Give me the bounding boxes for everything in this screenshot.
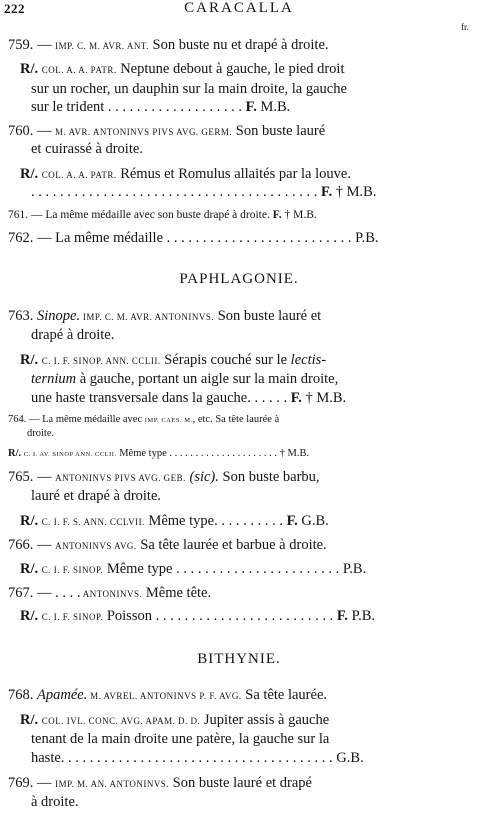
city-name: Sinope. xyxy=(37,308,81,324)
entry-number: 769. — xyxy=(8,775,56,791)
reverse-description: Jupiter assis à gauche xyxy=(200,712,330,728)
reverse-description: Même type. . . . . . . . . . xyxy=(144,513,287,529)
entry-766-reverse xyxy=(20,560,366,579)
reverse-legend: C. I. AV. SINOP ANN. CCLII. xyxy=(23,451,117,458)
entry-763-obverse-line2: drapé à droite. xyxy=(31,327,115,343)
entry-769-obverse-line2: à droite. xyxy=(31,794,79,810)
reverse-sign: R/. xyxy=(20,513,39,529)
running-title: CARACALLA xyxy=(184,0,294,16)
reverse-sign: R/. xyxy=(20,608,39,624)
grade: G.B. xyxy=(336,750,364,766)
entry-765-obverse xyxy=(8,468,320,487)
entry-number: 766. — xyxy=(8,537,56,553)
grade: G.B. xyxy=(297,513,329,529)
section-heading-bithynie: BITHYNIE. xyxy=(197,651,281,667)
city-name: Apamée. xyxy=(37,687,88,703)
grade: P.B. xyxy=(355,230,379,246)
entry-number: 760. — xyxy=(8,123,56,139)
reverse-description: Neptune debout à gauche, le pied droit xyxy=(116,61,345,77)
entry-765-obverse-line2: lauré et drapé à droite. xyxy=(31,488,162,504)
obverse-legend: ANTONINVS PIVS AVG. GEB. xyxy=(55,473,186,483)
reverse-description: à gauche, portant un aigle sur la main droite, xyxy=(76,371,339,387)
grade: M.B. xyxy=(256,99,291,115)
grade: P.B. xyxy=(342,561,367,577)
entry-760-obverse xyxy=(8,122,325,141)
entry-763-obverse xyxy=(8,307,321,326)
entry-number: 763. xyxy=(8,308,37,324)
entry-number: 768. xyxy=(8,687,37,703)
entry-759-reverse-line2: sur un rocher, un dauphin sur la main droite, la gauche xyxy=(31,81,347,97)
entry-759-reverse-line3 xyxy=(31,98,290,116)
entry-text: La même médaille . . . . . . . . . . . . . . . . . . . . . . . . . . xyxy=(55,230,356,246)
reverse-sign: R/. xyxy=(20,352,39,368)
reverse-legend: C. I. F. SINOP. xyxy=(41,612,104,622)
entry-763-reverse xyxy=(20,351,326,370)
reverse-legend: C. I. F. SINOP. xyxy=(41,565,104,575)
obverse-legend: IMP. C. M. AVR. ANTONINVS. xyxy=(80,312,215,322)
obverse-legend: IMP. C. M. AVR. ANT. xyxy=(55,41,149,51)
entry-768-reverse-line2: tenant de la main droite une patère, la gauche sur la xyxy=(31,731,330,747)
obverse-legend: ANTONINVS. xyxy=(80,589,143,599)
reverse-sign: R/. xyxy=(20,712,39,728)
entry-number: 765. — xyxy=(8,469,56,485)
entry-762 xyxy=(8,229,379,247)
obverse-description: Son buste lauré et drapé xyxy=(169,775,312,791)
reverse-sign: R/. xyxy=(8,448,22,459)
page-number: 222 xyxy=(4,1,25,16)
obverse-legend: ANTONINVS AVG. xyxy=(55,541,137,551)
rarity-sign: F. xyxy=(272,209,282,221)
entry-764-reverse xyxy=(8,445,309,464)
entry-text: La même médaille avec xyxy=(42,414,145,425)
grade: † M.B. xyxy=(281,209,317,221)
entry-number: 764. — xyxy=(8,414,43,425)
reverse-description: Poisson . . . . . . . . . . . . . . . . . . . . . . . . . xyxy=(103,608,337,624)
reverse-legend: COL. A. A. PATR. xyxy=(41,65,117,75)
obverse-description: Sa tête laurée et barbue à droite. xyxy=(136,537,327,553)
rarity-sign: F. xyxy=(336,608,348,624)
dot-leader: . . . . . . . . . . . . . . . . . . . . . . . . . . . . . . . . . . . . . . . . xyxy=(31,184,321,200)
section-heading-paphlagonie: PAPHLAGONIE. xyxy=(179,271,299,287)
entry-text: , etc. Sa tête laurée à xyxy=(192,414,280,425)
obverse-description: Son buste nu et drapé à droite. xyxy=(148,37,329,53)
reverse-description-italic: ternium xyxy=(31,371,77,387)
entry-759-obverse xyxy=(8,36,329,55)
entry-number: 762. — xyxy=(8,230,56,246)
reverse-sign: R/. xyxy=(20,61,39,77)
rarity-sign: F. xyxy=(286,513,298,529)
grade: † M.B. xyxy=(332,184,377,200)
reverse-description: sur le trident . . . . . . . . . . . . . . . . . . . xyxy=(31,99,246,115)
entry-768-reverse xyxy=(20,711,329,730)
entry-759-reverse xyxy=(20,60,344,79)
grade: † M.B. xyxy=(301,390,347,406)
reverse-legend: COL. A. A. PATR. xyxy=(41,170,117,180)
entry-number: 759. — xyxy=(8,37,56,53)
margin-note: fr. xyxy=(461,22,469,32)
obverse-description: Son buste barbu, xyxy=(218,469,320,485)
sic-note: (sic). xyxy=(185,469,219,485)
entry-769-obverse xyxy=(8,774,312,793)
reverse-description: une haste transversale dans la gauche. . . . . . xyxy=(31,390,291,406)
reverse-sign: R/. xyxy=(20,166,39,182)
reverse-legend: C. I. F. SINOP. ANN. CCLII. xyxy=(41,356,161,366)
obverse-legend: IMP. CAES. M. xyxy=(144,417,193,424)
rarity-sign: F. xyxy=(245,99,257,115)
entry-765-reverse xyxy=(20,512,329,531)
obverse-legend: M. AVR. ANTONINVS PIVS AVG. GERM. xyxy=(55,127,233,137)
reverse-description: Même type . . . . . . . . . . . . . . . . . . . . . xyxy=(116,448,280,459)
obverse-legend: M. AVREL. ANTONINVS P. F. AVG. xyxy=(87,691,242,701)
reverse-sign: R/. xyxy=(20,561,39,577)
obverse-description: Son buste lauré xyxy=(232,123,326,139)
reverse-legend: C. I. F. S. ANN. CCLVII. xyxy=(41,517,145,527)
reverse-legend: COL. IVL. CONC. AVG. APAM. D. D. xyxy=(41,716,201,726)
entry-766-obverse xyxy=(8,536,327,555)
entry-768-obverse xyxy=(8,686,327,705)
entry-768-reverse-line3 xyxy=(31,749,364,767)
entry-763-reverse-line2 xyxy=(31,370,338,388)
reverse-description-italic: lectis- xyxy=(290,352,327,368)
reverse-description: haste. . . . . . . . . . . . . . . . . . . . . . . . . . . . . . . . . . . . . . xyxy=(31,750,337,766)
entry-760-reverse xyxy=(20,165,351,184)
reverse-description: Rémus et Romulus allaités par la louve. xyxy=(116,166,351,182)
entry-767-obverse xyxy=(8,584,211,603)
entry-763-reverse-line3 xyxy=(31,389,346,407)
rarity-sign: F. xyxy=(321,184,333,200)
reverse-description: Sérapis couché sur le xyxy=(160,352,291,368)
grade: P.B. xyxy=(348,608,376,624)
rarity-sign: F. xyxy=(290,390,302,406)
entry-text: La même médaille avec son buste drapé à droite. xyxy=(45,209,273,221)
entry-760-reverse-line2 xyxy=(31,183,376,201)
entry-number: 761. — xyxy=(8,209,46,221)
obverse-description: Même tête. xyxy=(142,585,212,601)
obverse-description: Son buste lauré et xyxy=(214,308,322,324)
reverse-description: Même type . . . . . . . . . . . . . . . . . . . . . . . xyxy=(103,561,343,577)
entry-760-obverse-line2: et cuirassé à droite. xyxy=(31,141,143,157)
entry-764-obverse-line2: droite. xyxy=(27,428,55,439)
grade: † M.B. xyxy=(279,448,310,459)
entry-767-reverse xyxy=(20,607,375,626)
entry-761 xyxy=(8,206,317,224)
obverse-legend: IMP. M. AN. ANTONINVS. xyxy=(55,779,170,789)
entry-number: 767. — . . . . xyxy=(8,585,81,601)
obverse-description: Sa tête laurée. xyxy=(241,687,327,703)
